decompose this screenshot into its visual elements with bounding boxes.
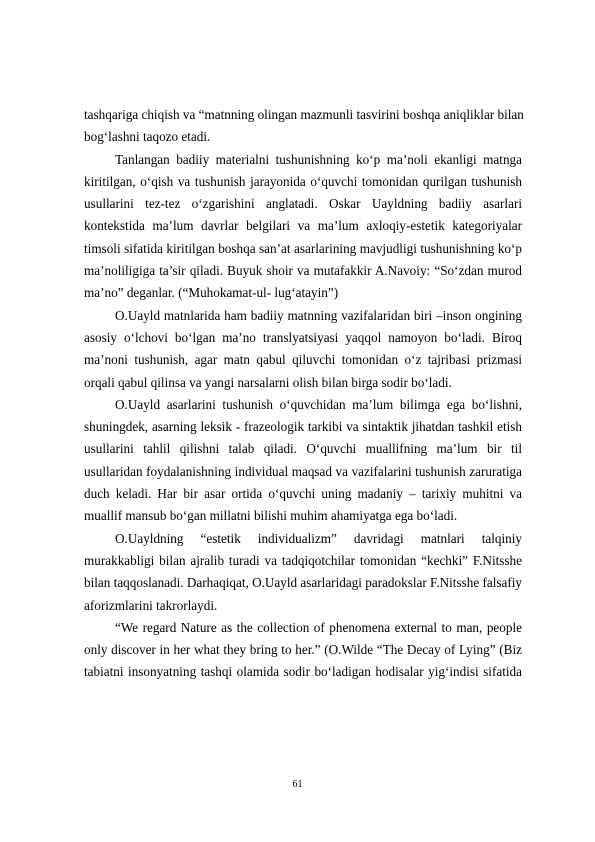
page-number: 61 xyxy=(292,779,303,790)
paragraph xyxy=(84,305,522,394)
document-body xyxy=(84,104,522,684)
text-line: kiritilgan, o‘qish va tushunish jarayonida o‘quvchi tomonidan qurilgan tushunish xyxy=(84,173,522,189)
text-line: muallif mansub bo‘gan millatni bilishi muhim ahamiyatga ega bo‘ladi. xyxy=(84,508,458,524)
text-line: “We regard Nature as the collection of phenomena external to man, people xyxy=(115,619,522,635)
text-line: only discover in her what they bring to her.” (O.Wilde “The Decay of Lying” (Biz xyxy=(84,642,522,658)
text-line: usullaridan foydalanishning individual maqsad va vazifalarini tushunish zaruratiga xyxy=(84,463,522,479)
paragraph xyxy=(84,149,522,305)
text-line: O.Uayld matnlarida ham badiiy matnning vazifalaridan biri –inson ongining xyxy=(115,307,522,323)
text-line: ma’noliligiga ta’sir qiladi. Buyuk shoir va mutafakkir A.Navoiy: “So‘zdan murod xyxy=(84,263,522,279)
text-line: tabiatni insonyatning tashqi olamida sodir bo‘ladigan hodisalar yig‘indisi sifatida xyxy=(84,664,522,680)
paragraph xyxy=(84,528,522,617)
paragraph xyxy=(84,617,522,684)
text-line: shuningdek, asarning leksik - frazeologik tarkibi va sintaktik jihatdan tashkil etish xyxy=(84,419,522,435)
text-line: tashqariga chiqish va “matnning olingan mazmunli tasvirini boshqa aniqliklar bilan xyxy=(84,107,524,122)
text-line: ma’no” deganlar. (“Muhokamat-ul- lug‘atayin”) xyxy=(84,285,339,301)
text-line: usullarini tahlil qilishni talab qiladi. O‘quvchi muallifning ma’lum bir til xyxy=(84,441,522,457)
text-line: murakkabligi bilan ajralib turadi va tadqiqotchilar tomonidan “kechki” F.Nitsshe xyxy=(84,552,522,568)
paragraph xyxy=(84,394,522,528)
text-line: ma’noni tushunish, agar matn qabul qiluvchi tomonidan o‘z tajribasi prizmasi xyxy=(84,352,522,368)
text-line: bilan taqqoslanadi. Darhaqiqat, O.Uayld asarlaridagi paradokslar F.Nitsshe falsafiy xyxy=(84,575,523,591)
text-line: asosiy o‘lchovi bo‘lgan ma’no translyatsiyasi yaqqol namoyon bo‘ladi. Biroq xyxy=(84,329,522,345)
text-line: timsoli sifatida kiritilgan boshqa san’at asarlarining mavjudligi tushunishning ko‘p xyxy=(84,240,522,256)
text-line: O.Uayldning “estetik individualizm” davridagi matnlari talqiniy xyxy=(115,530,522,546)
text-line: bog‘lashni taqozo etadi. xyxy=(84,129,211,145)
text-line: usullarini tez-tez o‘zgarishini anglatadi. Oskar Uayldning badiiy asarlari xyxy=(84,196,522,212)
paragraph xyxy=(84,104,522,149)
text-line: Tanlangan badiiy materialni tushunishning ko‘p ma’noli ekanligi matnga xyxy=(115,151,522,167)
text-line: duch keladi. Har bir asar ortida o‘quvchi uning madaniy – tarixiy muhitni va xyxy=(84,486,522,502)
text-line: kontekstida ma’lum davrlar belgilari va ma’lum axloqiy-estetik kategoriyalar xyxy=(84,218,522,234)
text-line: aforizmlarini takrorlaydi. xyxy=(84,597,218,613)
text-line: O.Uayld asarlarini tushunish o‘quvchidan ma’lum bilimga ega bo‘lishni, xyxy=(115,396,522,412)
text-line: orqali qabul qilinsa va yangi narsalarni olish bilan birga sodir bo‘ladi. xyxy=(84,374,452,390)
